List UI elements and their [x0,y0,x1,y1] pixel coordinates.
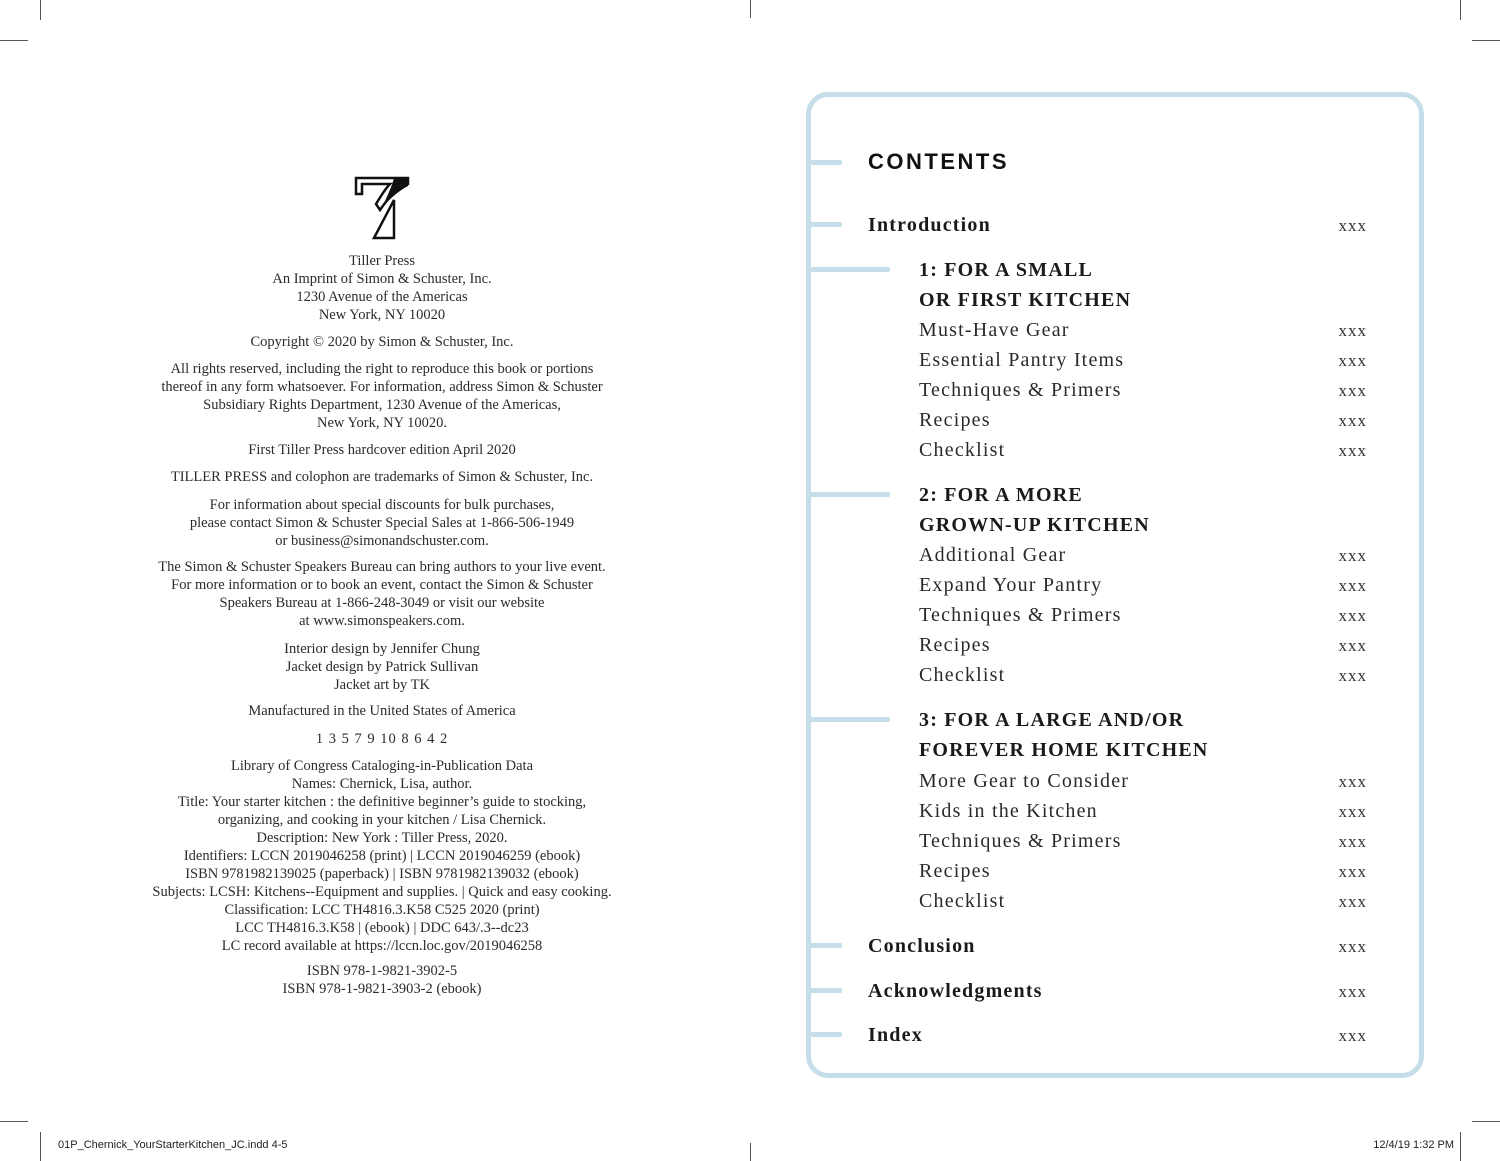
design-credits [82,640,682,694]
toc-entry-label: More Gear to Consider [919,770,1130,792]
text-line: For information about special discounts for bulk purchases, [209,497,555,513]
toc-entry-label: Techniques & Primers [919,604,1122,626]
text-line: ISBN 978-1-9821-3902-5 [306,963,458,979]
toc-page-number: xxx [1338,606,1367,625]
text-line: All rights reserved, including the right to reproduce this book or portions [170,361,594,377]
crop-mark [1472,1121,1500,1122]
crop-mark [0,40,28,41]
toc-page-number: xxx [1338,576,1367,595]
toc-entry-label: Recipes [919,634,991,656]
toc-entry-label: 1: FOR A SMALL [919,259,1094,281]
tick-mark [808,1032,842,1037]
crop-mark [1460,0,1461,20]
text-line: An Imprint of Simon & Schuster, Inc. [272,271,492,287]
tick-mark [808,267,890,272]
toc-page-number: xxx [1338,321,1367,340]
toc-entry-label: Introduction [868,214,991,236]
toc-entry-label: Additional Gear [919,544,1067,566]
text-line: Library of Congress Cataloging-in-Publication Data [230,758,533,774]
text-line: Tiller Press [349,253,415,269]
toc-entry-label: Checklist [919,890,1006,912]
text-line: Names: Chernick, Lisa, author. [291,776,473,792]
text-line: New York, NY 10020 [318,307,446,323]
cip-data [82,757,682,955]
toc-entry-label: Conclusion [868,935,976,957]
toc-entry-label: Essential Pantry Items [919,349,1125,371]
toc-page-number: xxx [1338,832,1367,851]
toc-page-number: xxx [1338,802,1367,821]
text-line: Subsidiary Rights Department, 1230 Avenue of the Americas, [203,397,561,413]
edition-notice: First Tiller Press hardcover edition April 2020 [248,442,516,458]
toc-entry-label: FOREVER HOME KITCHEN [919,739,1209,761]
text-line: The Simon & Schuster Speakers Bureau can bring authors to your live event. [158,559,606,575]
toc-entry-label: OR FIRST KITCHEN [919,289,1132,311]
tick-mark [808,222,842,227]
toc-entry-label: Kids in the Kitchen [919,800,1098,822]
text-line: 1230 Avenue of the Americas [296,289,468,305]
text-line: organizing, and cooking in your kitchen / Lisa Chernick. [217,812,547,828]
toc-entry-label: Recipes [919,409,991,431]
text-line: For more information or to book an event, contact the Simon & Schuster [171,577,593,593]
text-line: ISBN 978-1-9821-3903-2 (ebook) [282,981,482,997]
crop-mark [40,1132,41,1161]
tiller-press-logo [354,164,410,242]
toc-page-number: xxx [1338,1026,1367,1045]
toc-entry-label: GROWN-UP KITCHEN [919,514,1150,536]
crop-mark [1472,40,1500,41]
text-line: Speakers Bureau at 1-866-248-3049 or visit our website [219,595,545,611]
toc-entry-label: Techniques & Primers [919,379,1122,401]
special-sales [82,496,682,550]
text-line: Jacket design by Patrick Sullivan [285,659,479,675]
contents-title: CONTENTS [868,149,1009,174]
tick-mark [808,717,890,722]
text-line: Title: Your starter kitchen : the definitive beginner’s guide to stocking, [177,794,587,810]
footer-timestamp: 12/4/19 1:32 PM [1373,1139,1454,1151]
manufactured-notice: Manufactured in the United States of America [248,703,516,719]
footer-filename: 01P_Chernick_YourStarterKitchen_JC.indd 4-5 [58,1139,288,1151]
text-line: ISBN 9781982139025 (paperback) | ISBN 9781982139032 (ebook) [185,866,579,882]
toc-page-number: xxx [1338,216,1367,235]
toc-page-number: xxx [1338,636,1367,655]
toc-entry-label: Index [868,1024,923,1046]
speakers-bureau [82,558,682,630]
crop-mark [750,0,751,18]
toc-entry-label: Must-Have Gear [919,319,1070,341]
toc-entry-label: 3: FOR A LARGE AND/OR [919,709,1185,731]
toc-page-number: xxx [1338,892,1367,911]
toc-page-number: xxx [1338,381,1367,400]
tick-mark [808,492,890,497]
publisher-address [82,252,682,324]
text-line: Classification: LCC TH4816.3.K58 C525 2020 (print) [224,902,540,918]
toc-entry-label: Checklist [919,439,1006,461]
toc-entry-label: 2: FOR A MORE [919,484,1083,506]
toc-entry-label: Recipes [919,860,991,882]
tick-mark [808,988,842,993]
text-line: New York, NY 10020. [317,415,447,431]
trademark-notice: TILLER PRESS and colophon are trademarks of Simon & Schuster, Inc. [170,469,594,485]
toc-entry-label: Expand Your Pantry [919,574,1103,596]
text-line: thereof in any form whatsoever. For information, address Simon & Schuster [161,379,603,395]
copyright-notice: Copyright © 2020 by Simon & Schuster, Inc. [250,334,514,350]
text-line: at www.simonspeakers.com. [299,613,465,629]
toc-entry-label: Checklist [919,664,1006,686]
tick-mark [808,160,842,165]
rights-notice [82,360,682,432]
text-line: LC record available at https://lccn.loc.gov/2019046258 [221,938,543,954]
printing-line: 1 3 5 7 9 10 8 6 4 2 [315,731,449,747]
toc-page-number: xxx [1338,772,1367,791]
toc-entry-label: Acknowledgments [868,980,1043,1002]
crop-mark [1460,1132,1461,1161]
crop-mark [0,1121,28,1122]
tick-mark [808,943,842,948]
toc-page-number: xxx [1338,666,1367,685]
text-line: Description: New York : Tiller Press, 2020. [256,830,508,846]
text-line: Subjects: LCSH: Kitchens--Equipment and supplies. | Quick and easy cooking. [152,884,612,900]
crop-mark [40,0,41,20]
toc-entry-label: Techniques & Primers [919,830,1122,852]
text-line: Identifiers: LCCN 2019046258 (print) | LCCN 2019046259 (ebook) [183,848,581,864]
toc-page-number: xxx [1338,351,1367,370]
toc-page-number: xxx [1338,862,1367,881]
toc-page-number: xxx [1338,441,1367,460]
toc-page-number: xxx [1338,411,1367,430]
text-line: Interior design by Jennifer Chung [284,641,480,657]
text-line: LCC TH4816.3.K58 | (ebook) | DDC 643/.3--dc23 [235,920,529,936]
text-line: or business@simonandschuster.com. [275,533,489,549]
text-line: please contact Simon & Schuster Special Sales at 1-866-506-1949 [189,515,575,531]
toc-page-number: xxx [1338,982,1367,1001]
isbn-list [82,962,682,998]
crop-mark [750,1143,751,1161]
toc-page-number: xxx [1338,937,1367,956]
toc-page-number: xxx [1338,546,1367,565]
text-line: Jacket art by TK [334,677,430,693]
